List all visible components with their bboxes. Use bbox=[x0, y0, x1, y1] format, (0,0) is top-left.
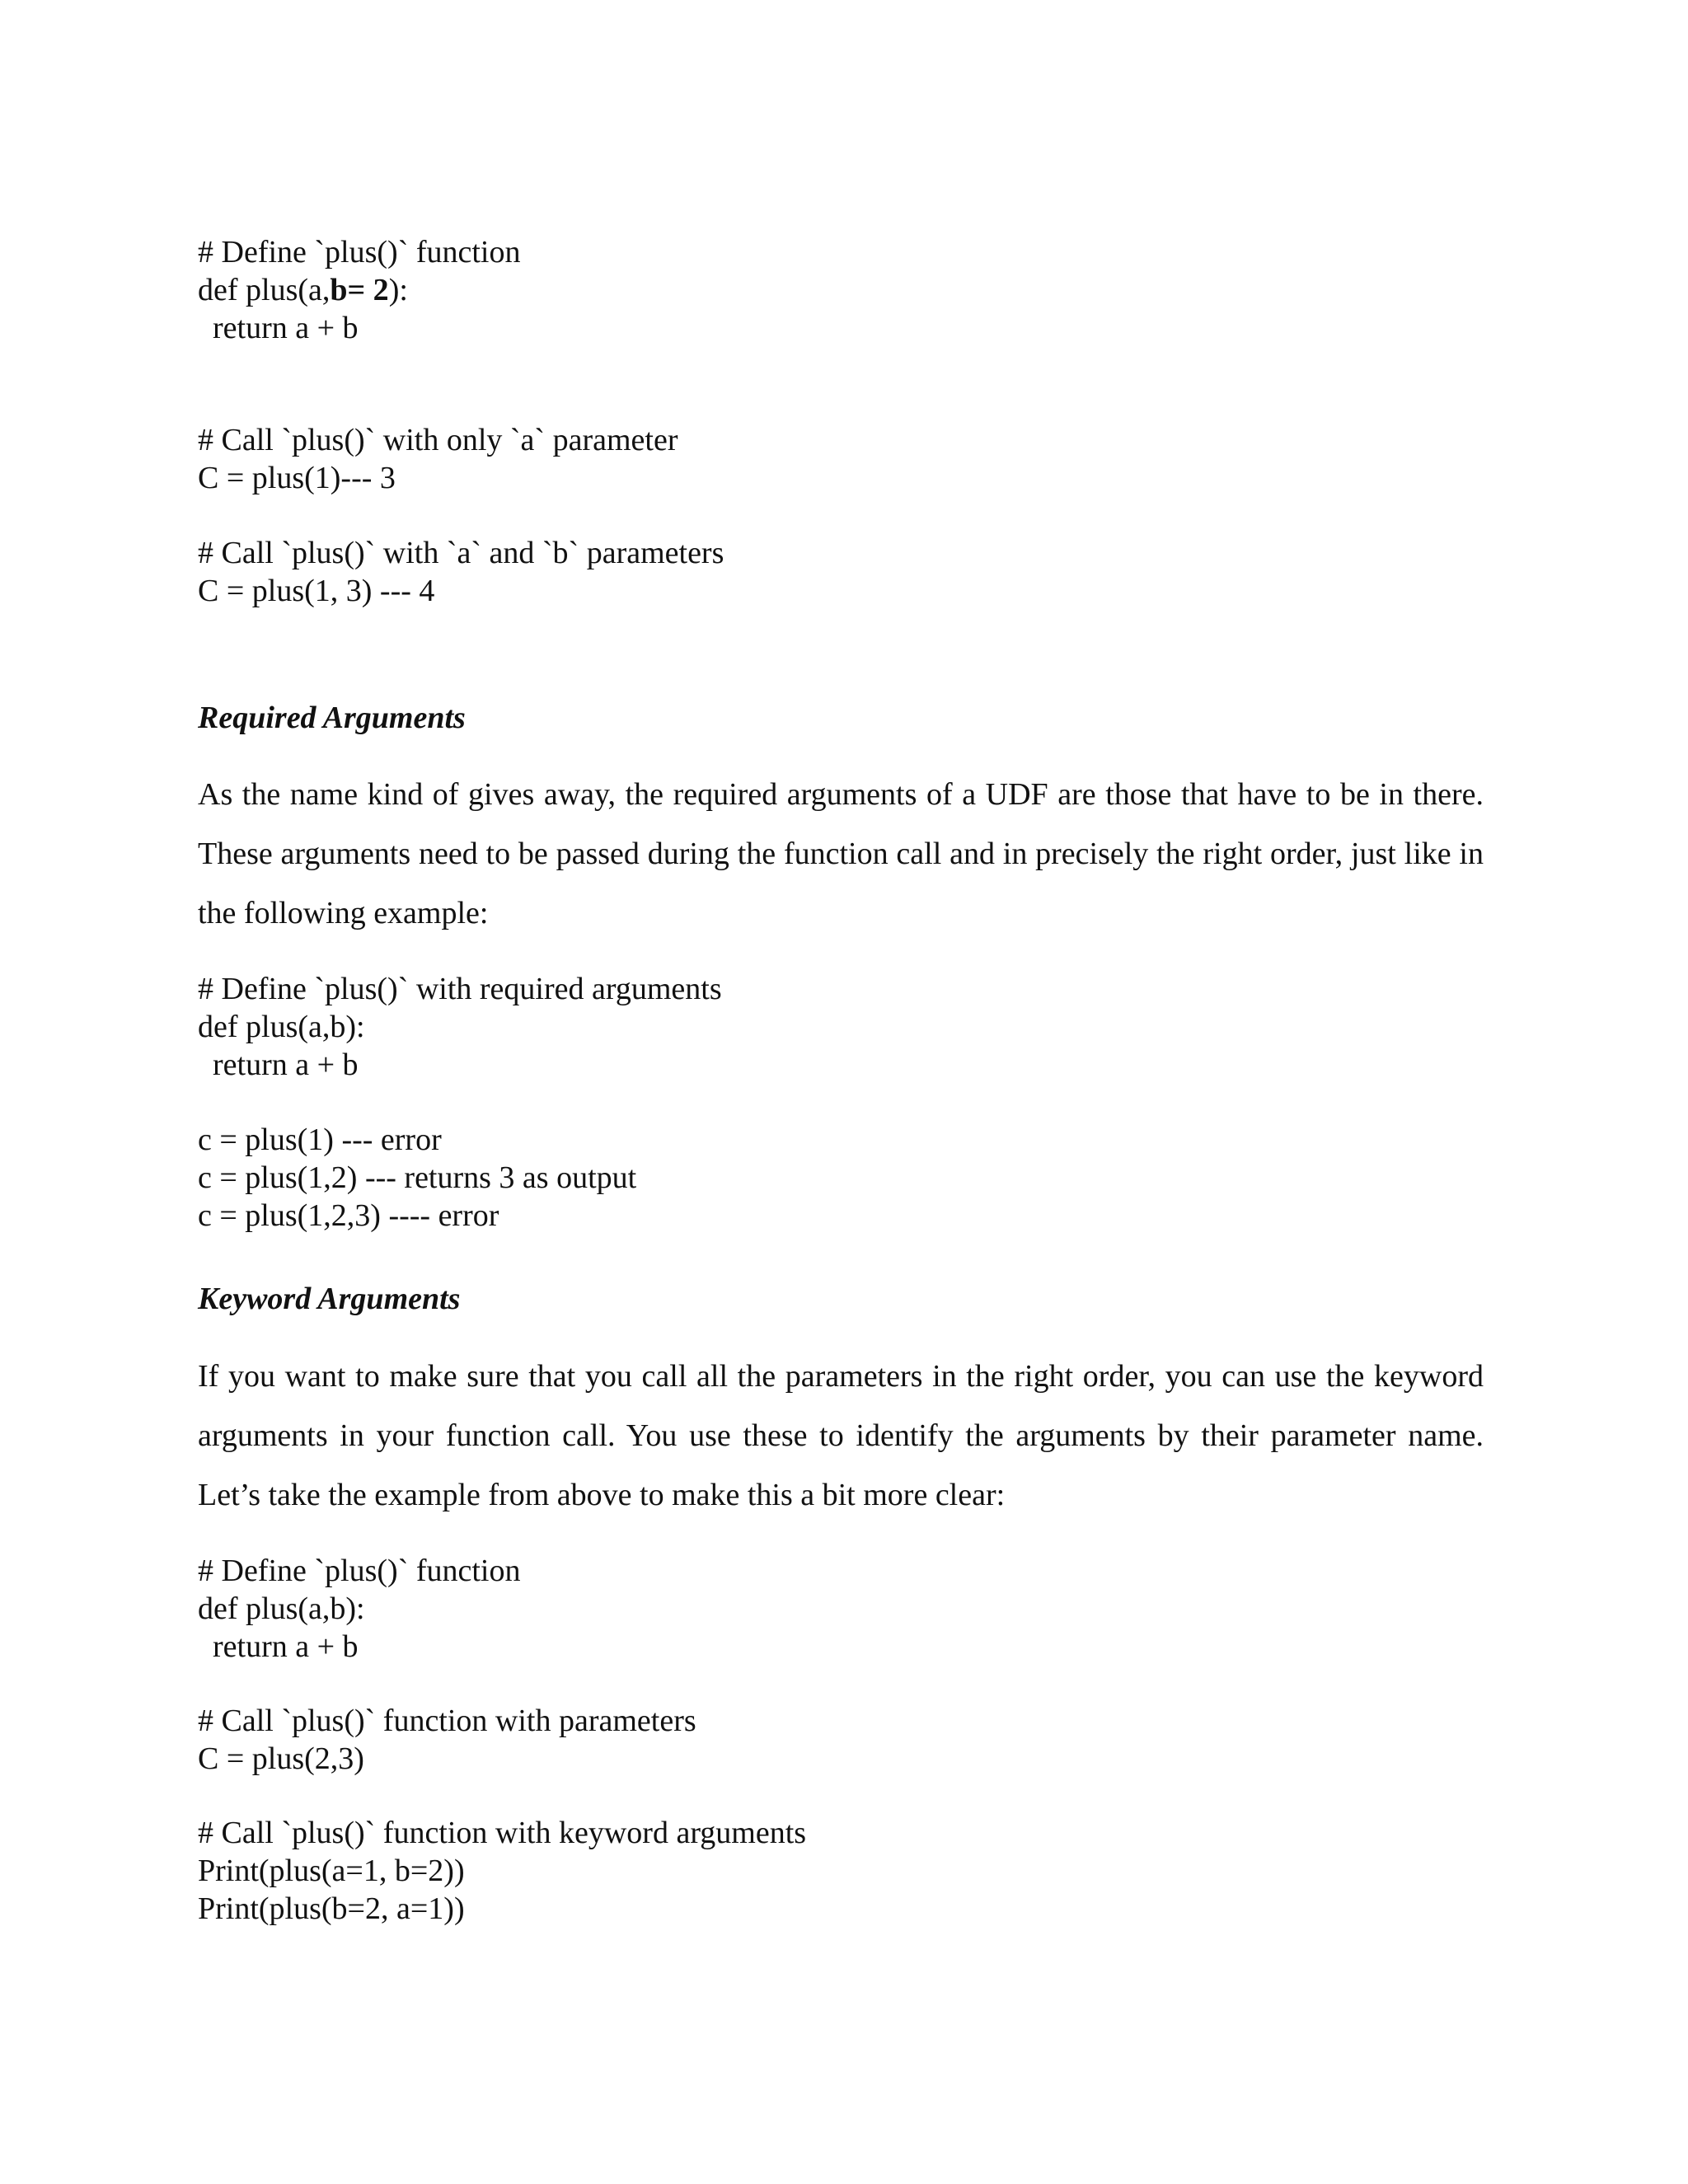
code-block-call-params bbox=[198, 1702, 1484, 1778]
code-block-call-a-b bbox=[198, 534, 1484, 610]
code-comment: # Define `plus()` with required arguments bbox=[198, 972, 722, 1006]
code-comment: # Call `plus()` function with keyword arguments bbox=[198, 1816, 807, 1850]
code-comment: # Call `plus()` function with parameters bbox=[198, 1704, 696, 1738]
code-comment: # Define `plus()` function bbox=[198, 235, 521, 269]
code-def-default-arg: b= 2 bbox=[330, 273, 389, 307]
code-def-line bbox=[198, 271, 1484, 309]
code-line: Print(plus(a=1, b=2)) bbox=[198, 1854, 465, 1888]
code-line: C = plus(1)--- 3 bbox=[198, 461, 396, 495]
code-line: C = plus(1, 3) --- 4 bbox=[198, 574, 435, 608]
code-block-define-default bbox=[198, 233, 1484, 347]
code-block-define-required bbox=[198, 970, 1484, 1084]
code-block-required-calls bbox=[198, 1121, 1484, 1235]
code-comment: # Call `plus()` with only `a` parameter bbox=[198, 423, 678, 457]
code-return-line: return a + b bbox=[213, 311, 359, 345]
code-line: c = plus(1,2) --- returns 3 as output bbox=[198, 1160, 637, 1195]
code-return-line: return a + b bbox=[213, 1047, 359, 1082]
code-comment: # Define `plus()` function bbox=[198, 1554, 521, 1588]
code-def-line: def plus(a,b): bbox=[198, 1591, 365, 1626]
paragraph-required bbox=[198, 765, 1484, 943]
body-paragraph: As the name kind of gives away, the required arguments of a UDF are those that have to be in there. These arguments need to be passed during the function call and in precisely the right order, just like in the following example: bbox=[198, 777, 1484, 930]
code-def-suffix: ): bbox=[388, 273, 408, 307]
paragraph-keyword bbox=[198, 1347, 1484, 1525]
code-block-define-plus bbox=[198, 1552, 1484, 1666]
code-block-keyword-calls bbox=[198, 1814, 1484, 1928]
code-line: Print(plus(b=2, a=1)) bbox=[198, 1891, 465, 1926]
code-comment: # Call `plus()` with `a` and `b` parameters bbox=[198, 536, 724, 570]
body-paragraph: If you want to make sure that you call all the parameters in the right order, you can use the keyword arguments in your function call. You use these to identify the arguments by their parameter name. Let’s take the example from above to make this a bit more clear: bbox=[198, 1359, 1484, 1512]
section-heading: Keyword Arguments bbox=[198, 1282, 461, 1316]
section-required-arguments bbox=[198, 699, 1484, 737]
code-line: c = plus(1,2,3) ---- error bbox=[198, 1198, 499, 1233]
code-line: c = plus(1) --- error bbox=[198, 1122, 442, 1157]
code-def-prefix: def plus(a, bbox=[198, 273, 331, 307]
section-keyword-arguments bbox=[198, 1280, 1484, 1318]
code-def-line: def plus(a,b): bbox=[198, 1010, 365, 1044]
code-return-line: return a + b bbox=[213, 1629, 359, 1664]
section-heading: Required Arguments bbox=[198, 701, 466, 735]
code-block-call-a bbox=[198, 421, 1484, 497]
code-line: C = plus(2,3) bbox=[198, 1741, 364, 1776]
